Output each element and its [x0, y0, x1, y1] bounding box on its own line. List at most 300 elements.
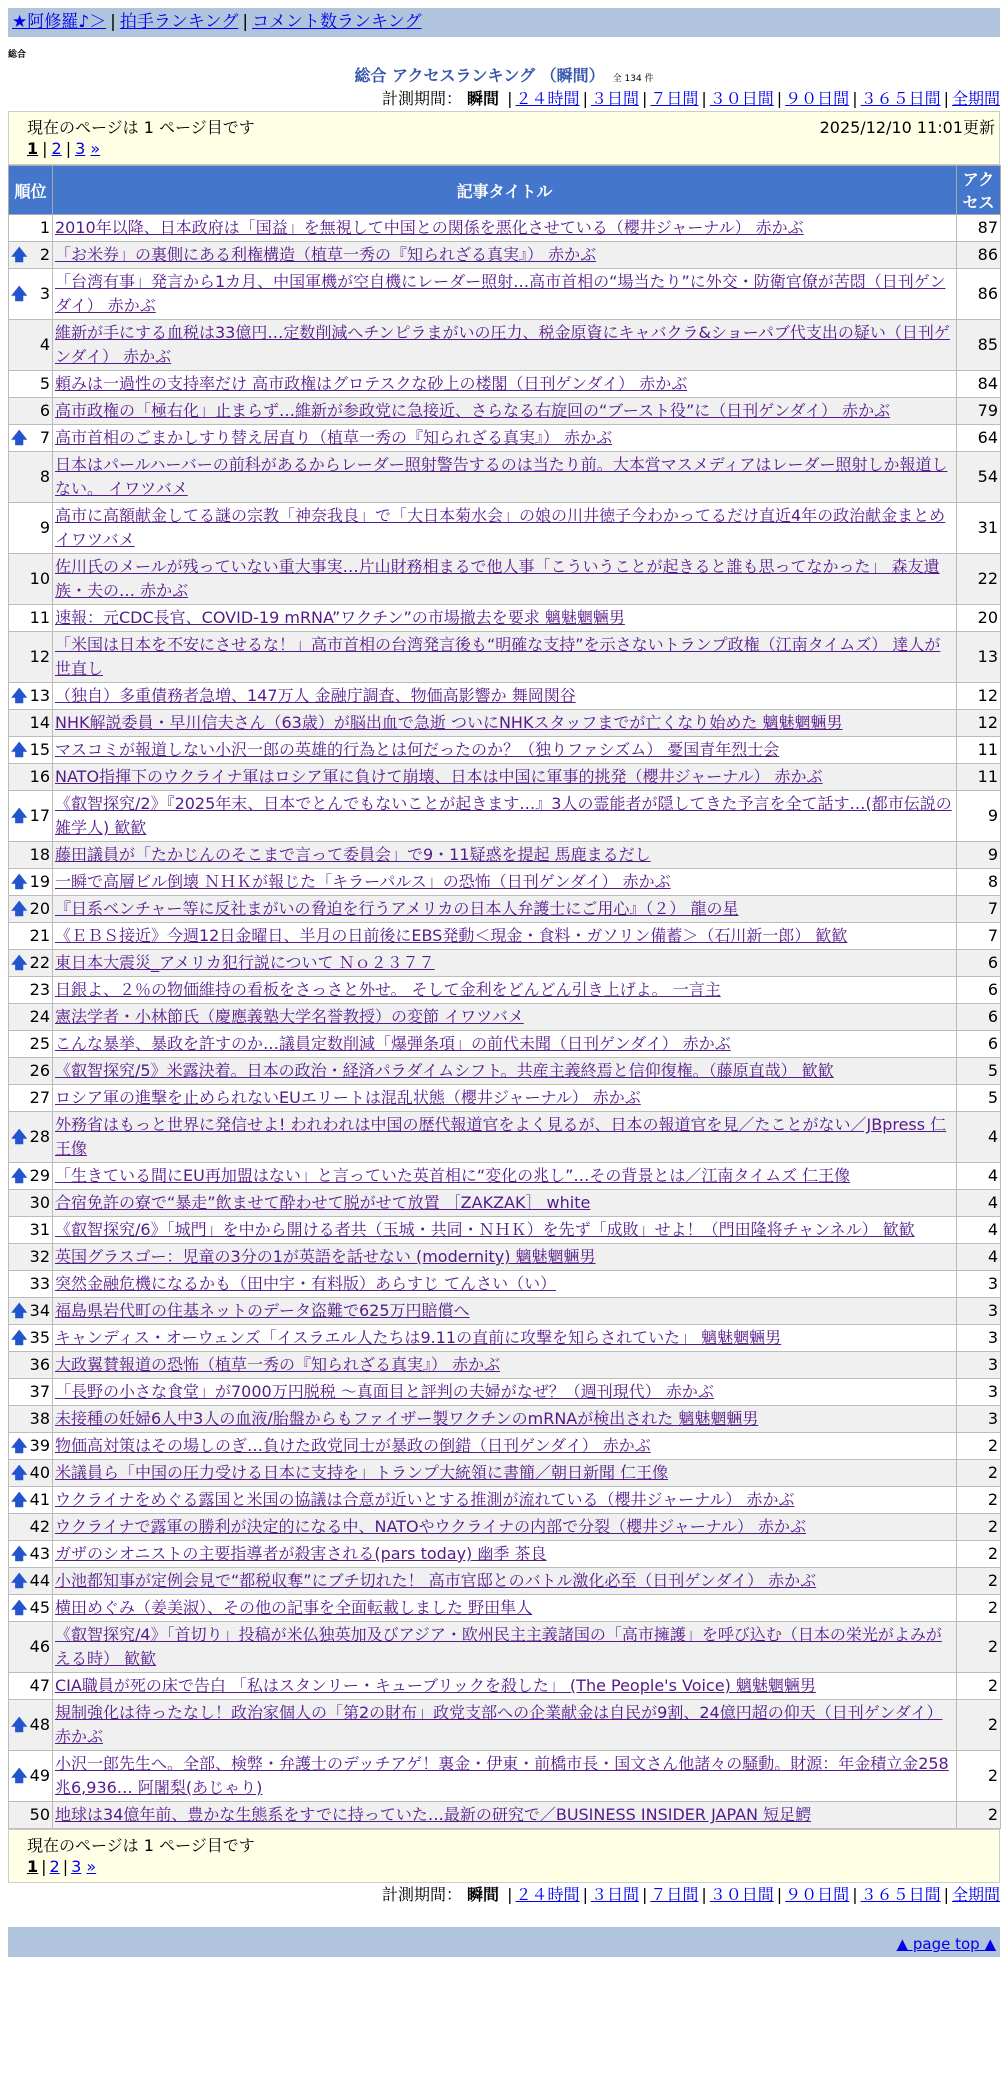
- period-option-link[interactable]: ３０日間: [709, 89, 774, 108]
- article-title-link[interactable]: NATO指揮下のウクライナ軍はロシア軍に負けて崩壊、日本は中国に軍事的挑発（櫻井ジャーナル） 赤かぶ: [55, 767, 823, 786]
- period-option-link[interactable]: ３６５日間: [860, 89, 941, 108]
- access-count: 6: [957, 1004, 1001, 1031]
- rank-cell: [9, 1325, 53, 1352]
- item-count: 全 134 件: [612, 74, 654, 84]
- current-page-text: 現在のページは 1 ページ目です: [27, 118, 255, 137]
- period-separator: |: [701, 1885, 707, 1904]
- table-row: [9, 1298, 1001, 1325]
- rank-up-arrow-icon: 🡅: [11, 1301, 28, 1320]
- article-title-link[interactable]: 《叡智探究/2》『2025年末、日本でとんでもないことが起きます…』3人の霊能者が隠してきた予言を全て話す…(都市伝説の雑学人) 歓歓: [55, 794, 952, 837]
- access-count: 84: [957, 371, 1001, 398]
- page-link[interactable]: 2: [49, 1857, 60, 1876]
- article-title-link[interactable]: 大政翼賛報道の恐怖（植草一秀の『知られざる真実』） 赤かぶ: [55, 1355, 501, 1374]
- article-title-link[interactable]: 「米国は日本を不安にさせるな！」高市首相の台湾発言後も“明確な支持”を示さないトランプ政権（江南タイムズ） 達人が世直し: [55, 635, 941, 678]
- table-row: [9, 632, 1001, 683]
- period-separator: |: [852, 89, 858, 108]
- rank-number: 15: [29, 740, 50, 759]
- article-title-link[interactable]: 《ＥＢＳ接近》今週12日金曜日、半月の日前後にEBS発動＜現金・食料・ガソリン備蓄＞（石川新一郎） 歓歓: [55, 926, 848, 945]
- rank-cell: [9, 1244, 53, 1271]
- period-separator: |: [582, 89, 588, 108]
- period-option-link[interactable]: ３６５日間: [860, 1885, 941, 1904]
- rank-number: 9: [39, 518, 50, 537]
- rank-cell: [9, 1751, 53, 1802]
- rank-cell: [9, 1352, 53, 1379]
- rank-number: 6: [39, 401, 50, 420]
- rank-number: 12: [29, 647, 50, 666]
- article-title-link[interactable]: 高市首相のごまかしすり替え居直り（植草一秀の『知られざる真実』） 赤かぶ: [55, 428, 613, 447]
- page-info-box: [8, 111, 1000, 165]
- rank-cell: [9, 683, 53, 710]
- period-separator: |: [776, 89, 783, 108]
- period-separator: |: [582, 1885, 588, 1904]
- rank-up-arrow-icon: 🡅: [11, 872, 28, 891]
- table-row: [9, 1487, 1001, 1514]
- rank-number: 45: [29, 1598, 50, 1617]
- table-row: [9, 1244, 1001, 1271]
- article-title-link[interactable]: 東日本大震災_アメリカ犯行説について Ｎｏ２３７７: [55, 953, 435, 972]
- rank-cell: [9, 1379, 53, 1406]
- rank-number: 1: [39, 218, 50, 237]
- period-option-link[interactable]: 全期間: [951, 1885, 1000, 1904]
- table-row: [9, 896, 1001, 923]
- title-column-header: 記事タイトル: [53, 166, 957, 215]
- table-row: [9, 1271, 1001, 1298]
- table-row: [9, 791, 1001, 842]
- rank-up-arrow-icon: 🡅: [11, 686, 28, 705]
- title-cell: [53, 503, 957, 554]
- rank-number: 31: [29, 1220, 50, 1239]
- rank-number: 39: [29, 1436, 50, 1455]
- rank-cell: [9, 1004, 53, 1031]
- comment-ranking-link[interactable]: コメント数ランキング: [252, 12, 422, 32]
- rank-cell: [9, 923, 53, 950]
- rank-cell: [9, 1085, 53, 1112]
- title-cell: [53, 269, 957, 320]
- rank-number: 11: [29, 608, 50, 627]
- article-title-link[interactable]: 突然金融危機になるかも（田中宇・有料版）あらすじ てんさい（い）: [55, 1274, 557, 1293]
- table-row: [9, 1514, 1001, 1541]
- rank-cell: [9, 1433, 53, 1460]
- period-selector-bottom: [8, 1883, 1000, 1907]
- rank-cell: [9, 1058, 53, 1085]
- rank-cell: [9, 425, 53, 452]
- table-row: [9, 1700, 1001, 1751]
- title-cell: [53, 1514, 957, 1541]
- article-title-link[interactable]: 佐川氏のメールが残っていない重大事実…片山財務相まるで他人事「こういうことが起きると誰も思ってなかった」 森友遺族・夫の… 赤かぶ: [55, 557, 940, 600]
- article-title-link[interactable]: 福島県岩代町の住基ネットのデータ盗難で625万円賠償へ: [55, 1301, 470, 1320]
- access-count: 2: [957, 1541, 1001, 1568]
- page-separator: |: [62, 1857, 69, 1876]
- access-count: 2: [957, 1514, 1001, 1541]
- rank-number: 21: [29, 926, 50, 945]
- access-count: 2: [957, 1568, 1001, 1595]
- period-option-link[interactable]: ２４時間: [515, 89, 580, 108]
- rank-cell: [9, 1460, 53, 1487]
- period-separator: |: [943, 89, 949, 108]
- period-current: 瞬間: [467, 89, 500, 108]
- title-cell: [53, 1673, 957, 1700]
- access-count: 4: [957, 1190, 1001, 1217]
- clap-ranking-link[interactable]: 拍手ランキング: [119, 12, 239, 32]
- article-title-link[interactable]: 藤田議員が「たかじんのそこまで言って委員会」で9・11疑惑を提起 馬鹿まるだし: [55, 845, 651, 864]
- next-page-link[interactable]: »: [90, 139, 101, 158]
- rank-number: 27: [29, 1088, 50, 1107]
- rank-number: 46: [29, 1637, 50, 1656]
- period-option-link[interactable]: 全期間: [951, 89, 1000, 108]
- period-option-link[interactable]: ３日間: [590, 89, 639, 108]
- access-column-header: アクセス: [957, 166, 1001, 215]
- article-title-link[interactable]: 小池都知事が定例会見で“都税収奪”にブチ切れた！ 高市官邸とのバトル激化必至（日刊ゲンダイ） 赤かぶ: [55, 1571, 817, 1590]
- page-separator: |: [65, 139, 72, 158]
- table-row: [9, 869, 1001, 896]
- table-row: [9, 710, 1001, 737]
- table-row: [9, 1673, 1001, 1700]
- title-cell: [53, 398, 957, 425]
- period-label: 計測期間：: [381, 1885, 462, 1904]
- page-separator: |: [41, 1857, 47, 1876]
- table-row: [9, 1352, 1001, 1379]
- article-title-link[interactable]: 憲法学者・小林節氏（慶應義塾大学名誉教授）の変節 イワツバメ: [55, 1007, 524, 1026]
- access-count: 2: [957, 1673, 1001, 1700]
- title-cell: [53, 842, 957, 869]
- site-home-link[interactable]: ★阿修羅♪＞: [12, 12, 107, 32]
- title-cell: [53, 1325, 957, 1352]
- access-count: 86: [957, 242, 1001, 269]
- period-option-link[interactable]: ３０日間: [709, 1885, 774, 1904]
- access-count: 13: [957, 632, 1001, 683]
- rank-number: 13: [29, 686, 50, 705]
- title-cell: [53, 425, 957, 452]
- pagination: [27, 139, 100, 158]
- title-cell: [53, 683, 957, 710]
- period-option-link[interactable]: ９０日間: [785, 89, 850, 108]
- access-count: 85: [957, 320, 1001, 371]
- article-title-link[interactable]: 日銀よ、２％の物価維持の看板をさっさと外せ。 そして金利をどんどん引き上げよ。 一言主: [55, 980, 721, 999]
- access-count: 3: [957, 1271, 1001, 1298]
- rank-number: 41: [29, 1490, 50, 1509]
- rank-number: 8: [39, 467, 50, 486]
- table-row: [9, 503, 1001, 554]
- rank-cell: [9, 1298, 53, 1325]
- title-cell: [53, 1112, 957, 1163]
- article-title-link[interactable]: NHK解説委員・早川信夫さん（63歳）が脳出血で急逝 ついにNHKスタッフまでが亡くなり始めた 魑魅魍魎男: [55, 713, 843, 732]
- rank-number: 10: [29, 569, 50, 588]
- article-title-link[interactable]: 外務省はもっと世界に発信せよ! われわれは中国の歴代報道官をよく見るが、日本の報道官を見／たことがない／JBpress 仁王像: [55, 1115, 947, 1158]
- article-title-link[interactable]: 「お米券」の裏側にある利権構造（植草一秀の『知られざる真実』） 赤かぶ: [55, 245, 597, 264]
- rank-number: 49: [29, 1766, 50, 1785]
- title-cell: [53, 923, 957, 950]
- rank-cell: [9, 764, 53, 791]
- period-options: [504, 1885, 1000, 1904]
- access-count: 20: [957, 605, 1001, 632]
- article-title-link[interactable]: 《叡智探究/6》「城門」を中から開ける者共（玉城・共同・ＮＨＫ）を先ず「成敗」せよ！（門田隆将チャンネル） 歓歓: [55, 1220, 915, 1239]
- rank-number: 25: [29, 1034, 50, 1053]
- access-count: 31: [957, 503, 1001, 554]
- title-cell: [53, 1085, 957, 1112]
- table-row: [9, 1058, 1001, 1085]
- current-page-text: 現在のページは 1 ページ目です: [27, 1836, 255, 1855]
- title-cell: [53, 896, 957, 923]
- access-count: 7: [957, 923, 1001, 950]
- period-options: [504, 89, 1000, 108]
- rank-number: 38: [29, 1409, 50, 1428]
- title-cell: [53, 1190, 957, 1217]
- title-cell: [53, 215, 957, 242]
- rank-up-arrow-icon: 🡅: [11, 1328, 28, 1347]
- table-row: [9, 1217, 1001, 1244]
- table-row: [9, 1541, 1001, 1568]
- access-count: 3: [957, 1325, 1001, 1352]
- table-row: [9, 1379, 1001, 1406]
- article-title-link[interactable]: 《叡智探究/4》「首切り」投稿が米仏独英加及びアジア・欧州民主主義諸国の「高市擁護」を呼び込む（日本の栄光がよみがえる時） 歓歓: [55, 1625, 942, 1668]
- rank-cell: [9, 1487, 53, 1514]
- rank-number: 16: [29, 767, 50, 786]
- article-title-link[interactable]: ウクライナをめぐる露国と米国の協議は合意が近いとする推測が流れている（櫻井ジャーナル） 赤かぶ: [55, 1490, 795, 1509]
- rank-cell: [9, 215, 53, 242]
- title-cell: [53, 320, 957, 371]
- rank-number: 33: [29, 1274, 50, 1293]
- table-row: [9, 1406, 1001, 1433]
- article-title-link[interactable]: 地球は34億年前、豊かな生態系をすでに持っていた…最新の研究で／BUSINESS INSIDER JAPAN 短足鰐: [55, 1805, 812, 1824]
- page-link[interactable]: 2: [51, 139, 62, 158]
- rank-number: 36: [29, 1355, 50, 1374]
- rank-up-arrow-icon: 🡅: [11, 1166, 28, 1185]
- article-title-link[interactable]: CIA職員が死の床で告白 「私はスタンリー・キューブリックを殺した」 (The People's Voice) 魑魅魍魎男: [55, 1676, 816, 1695]
- table-row: [9, 1433, 1001, 1460]
- table-row: [9, 1622, 1001, 1673]
- title-cell: [53, 1568, 957, 1595]
- article-title-link[interactable]: 小沢一郎先生へ。全部、検弊・弁護士のデッチアゲ！裏金・伊東・前橋市長・国文さん他諸々の騒動。財源：年金積立金258兆6,936… 阿闍梨(あじゃり): [55, 1754, 949, 1797]
- title-cell: [53, 869, 957, 896]
- title-cell: [53, 242, 957, 269]
- rank-up-arrow-icon: 🡅: [11, 1715, 28, 1734]
- ranking-rows: [9, 215, 1001, 1829]
- article-title-link[interactable]: 維新が手にする血税は33億円…定数削減へチンピラまがいの圧力、税金原資にキャバクラ&ショーパブ代支出の疑い（日刊ゲンダイ） 赤かぶ: [55, 323, 950, 366]
- article-title-link[interactable]: 2010年以降、日本政府は「国益」を無視して中国との関係を悪化させている（櫻井ジャーナル） 赤かぶ: [55, 218, 804, 237]
- rank-number: 37: [29, 1382, 50, 1401]
- title-cell: [53, 950, 957, 977]
- access-count: 86: [957, 269, 1001, 320]
- table-row: [9, 269, 1001, 320]
- rank-cell: [9, 1112, 53, 1163]
- access-count: 2: [957, 1751, 1001, 1802]
- ranking-title: 総合 アクセスランキング （瞬間）: [354, 66, 605, 85]
- access-count: 79: [957, 398, 1001, 425]
- top-nav-bar: [8, 8, 1000, 37]
- table-row: [9, 1190, 1001, 1217]
- period-separator: |: [852, 1885, 858, 1904]
- access-count: 2: [957, 1433, 1001, 1460]
- access-count: 5: [957, 1058, 1001, 1085]
- access-count: 8: [957, 869, 1001, 896]
- table-row: [9, 977, 1001, 1004]
- title-cell: [53, 1217, 957, 1244]
- updated-time: 2025/12/10 11:01更新: [819, 118, 995, 137]
- access-count: 11: [957, 764, 1001, 791]
- article-title-link[interactable]: （独自）多重債務者急増、147万人 金融庁調査、物価高影響か 舞岡関谷: [55, 686, 576, 705]
- rank-cell: [9, 842, 53, 869]
- rank-up-arrow-icon: 🡅: [11, 284, 28, 303]
- article-title-link[interactable]: 横田めぐみ（姜美淑）、その他の記事を全面転載しました 野田隼人: [55, 1598, 533, 1617]
- title-cell: [53, 1541, 957, 1568]
- rank-column-header: 順位: [9, 166, 53, 215]
- article-title-link[interactable]: 合宿免許の寮で“暴走”飲ませて酔わせて脱がせて放置 ［ZAKZAK］ white: [55, 1193, 591, 1212]
- article-title-link[interactable]: 高市政権の「極右化」止まらず…維新が参政党に急接近、さらなる右旋回の“ブースト役”に（日刊ゲンダイ） 赤かぶ: [55, 401, 891, 420]
- table-row: [9, 1595, 1001, 1622]
- table-row: [9, 737, 1001, 764]
- rank-cell: [9, 242, 53, 269]
- access-count: 87: [957, 215, 1001, 242]
- table-row: [9, 1802, 1001, 1829]
- article-title-link[interactable]: キャンディス・オーウェンズ「イスラエル人たちは9.11の直前に攻撃を知らされていた」 魑魅魍魎男: [55, 1328, 782, 1347]
- table-row: [9, 1163, 1001, 1190]
- article-title-link[interactable]: 高市に高額献金してる謎の宗教「神奈我良」で「大日本菊水会」の娘の川井徳子今わかってるだけ直近4年の政治献金まとめ イワツバメ: [55, 506, 946, 549]
- rank-number: 23: [29, 980, 50, 999]
- period-option-link[interactable]: ３日間: [590, 1885, 639, 1904]
- pagination: [27, 1857, 96, 1876]
- title-cell: [53, 605, 957, 632]
- article-title-link[interactable]: 未接種の妊婦6人中3人の血液/胎盤からもファイザー製ワクチンのmRNAが検出された 魑魅魍魎男: [55, 1409, 759, 1428]
- access-count: 54: [957, 452, 1001, 503]
- article-title-link[interactable]: マスコミが報道しない小沢一郎の英雄的行為とは何だったのか？（独りファシズム） 憂国青年烈士会: [55, 740, 780, 759]
- rank-number: 32: [29, 1247, 50, 1266]
- title-cell: [53, 452, 957, 503]
- table-row: [9, 842, 1001, 869]
- table-row: [9, 683, 1001, 710]
- rank-cell: [9, 503, 53, 554]
- current-page-number: 1: [27, 139, 39, 158]
- article-title-link[interactable]: ガザのシオニストの主要指導者が殺害される(pars today) 幽季 茶良: [55, 1544, 547, 1563]
- title-cell: [53, 1298, 957, 1325]
- title-cell: [53, 1622, 957, 1673]
- footer-bar: [8, 1927, 1000, 1957]
- nav-separator: |: [242, 12, 249, 32]
- article-title-link[interactable]: 物価高対策はその場しのぎ…負けた政党同士が暴政の倒錯（日刊ゲンダイ） 赤かぶ: [55, 1436, 651, 1455]
- period-separator: |: [641, 1885, 648, 1904]
- rank-up-arrow-icon: 🡅: [11, 245, 28, 264]
- current-page-number: 1: [27, 1857, 39, 1876]
- table-row: [9, 425, 1001, 452]
- rank-number: 28: [29, 1127, 50, 1146]
- article-title-link[interactable]: 《叡智探究/5》米露決着。日本の政治・経済パラダイムシフト。共産主義終焉と信仰復権。（藤原直哉） 歓歓: [55, 1061, 834, 1080]
- access-count: 4: [957, 1163, 1001, 1190]
- page-link[interactable]: 3: [75, 139, 86, 158]
- period-separator: |: [507, 89, 513, 108]
- title-cell: [53, 1700, 957, 1751]
- rank-number: 47: [29, 1676, 50, 1695]
- access-count: 5: [957, 1085, 1001, 1112]
- article-title-link[interactable]: 「生きている間にEU再加盟はない」と言っていた英首相に“変化の兆し”…その背景とは／江南タイムズ 仁王像: [55, 1166, 851, 1185]
- article-title-link[interactable]: 『日系ベンチャー等に反社まがいの脅迫を行うアメリカの日本人弁護士にご用心』（２） 龍の星: [55, 899, 739, 918]
- table-row: [9, 1112, 1001, 1163]
- access-count: 6: [957, 950, 1001, 977]
- access-count: 22: [957, 554, 1001, 605]
- rank-cell: [9, 632, 53, 683]
- period-option-link[interactable]: ９０日間: [785, 1885, 850, 1904]
- article-title-link[interactable]: 「台湾有事」発言から1カ月、中国軍機が空自機にレーダー照射…高市首相の“場当たり”に外交・防衛官僚が苦悶（日刊ゲンダイ） 赤かぶ: [55, 272, 946, 315]
- page-link[interactable]: 3: [71, 1857, 82, 1876]
- rank-up-arrow-icon: 🡅: [11, 1544, 28, 1563]
- table-row: [9, 1031, 1001, 1058]
- next-page-link[interactable]: »: [86, 1857, 97, 1876]
- table-row: [9, 1085, 1001, 1112]
- table-row: [9, 605, 1001, 632]
- article-title-link[interactable]: 米議員ら「中国の圧力受ける日本に支持を」トランプ大統領に書簡／朝日新聞 仁王像: [55, 1463, 669, 1482]
- rank-cell: [9, 791, 53, 842]
- genre-label: 総合: [8, 50, 27, 60]
- title-cell: [53, 1433, 957, 1460]
- article-title-link[interactable]: 規制強化は待ったなし！政治家個人の「第2の財布」政党支部への企業献金は自民が9割、24億円超の仰天（日刊ゲンダイ） 赤かぶ: [55, 1703, 943, 1746]
- table-row: [9, 1004, 1001, 1031]
- article-title-link[interactable]: 「長野の小さな食堂」が7000万円脱税 〜真面目と評判の夫婦がなぜ？（週刊現代） 赤かぶ: [55, 1382, 714, 1401]
- article-title-link[interactable]: ウクライナで露軍の勝利が決定的になる中、NATOやウクライナの内部で分裂（櫻井ジャーナル） 赤かぶ: [55, 1517, 807, 1536]
- rank-number: 30: [29, 1193, 50, 1212]
- rank-number: 50: [29, 1805, 50, 1824]
- rank-number: 48: [29, 1715, 50, 1734]
- rank-up-arrow-icon: 🡅: [11, 1463, 28, 1482]
- access-count: 2: [957, 1460, 1001, 1487]
- table-row: [9, 554, 1001, 605]
- rank-up-arrow-icon: 🡅: [11, 1598, 28, 1617]
- rank-cell: [9, 398, 53, 425]
- article-title-link[interactable]: 頼みは一過性の支持率だけ 高市政権はグロテスクな砂上の楼閣（日刊ゲンダイ） 赤かぶ: [55, 374, 688, 393]
- article-title-link[interactable]: 一瞬で高層ビル倒壊 ＮＨＫが報じた「キラーパルス」の恐怖（日刊ゲンダイ） 赤かぶ: [55, 872, 671, 891]
- rank-cell: [9, 605, 53, 632]
- article-title-link[interactable]: こんな暴挙、暴政を許すのか…議員定数削減「爆弾条項」の前代未聞（日刊ゲンダイ） 赤かぶ: [55, 1034, 731, 1053]
- rank-cell: [9, 452, 53, 503]
- rank-cell: [9, 869, 53, 896]
- title-cell: [53, 710, 957, 737]
- article-title-link[interactable]: 英国グラスゴー：児童の3分の1が英語を話せない (modernity) 魑魅魍魎男: [55, 1247, 596, 1266]
- rank-number: 5: [39, 374, 50, 393]
- access-count: 6: [957, 1031, 1001, 1058]
- rank-up-arrow-icon: 🡅: [11, 1490, 28, 1509]
- rank-cell: [9, 1568, 53, 1595]
- title-cell: [53, 977, 957, 1004]
- access-count: 2: [957, 1487, 1001, 1514]
- period-option-link[interactable]: ２４時間: [515, 1885, 580, 1904]
- ranking-table: [8, 165, 1001, 1829]
- rank-cell: [9, 710, 53, 737]
- page-top-link[interactable]: ▲ page top ▲: [896, 1935, 996, 1953]
- rank-number: 14: [29, 713, 50, 732]
- article-title-link[interactable]: 日本はパールハーバーの前科があるからレーダー照射警告するのは当たり前。大本営マスメディアはレーダー照射しか報道しない。 イワツバメ: [55, 455, 948, 498]
- rank-cell: [9, 1514, 53, 1541]
- rank-number: 17: [29, 806, 50, 825]
- rank-cell: [9, 554, 53, 605]
- period-separator: |: [943, 1885, 949, 1904]
- rank-number: 35: [29, 1328, 50, 1347]
- period-separator: |: [701, 89, 707, 108]
- period-separator: |: [641, 89, 648, 108]
- rank-cell: [9, 1673, 53, 1700]
- rank-number: 22: [29, 953, 50, 972]
- access-count: 12: [957, 710, 1001, 737]
- article-title-link[interactable]: ロシア軍の進撃を止められないEUエリートは混乱状態（櫻井ジャーナル） 赤かぶ: [55, 1088, 641, 1107]
- access-count: 3: [957, 1406, 1001, 1433]
- page-title: [8, 65, 1000, 87]
- title-cell: [53, 1004, 957, 1031]
- period-option-link[interactable]: ７日間: [650, 1885, 699, 1904]
- period-option-link[interactable]: ７日間: [650, 89, 699, 108]
- rank-up-arrow-icon: 🡅: [11, 953, 28, 972]
- rank-cell: [9, 1700, 53, 1751]
- access-count: 6: [957, 977, 1001, 1004]
- rank-number: 26: [29, 1061, 50, 1080]
- rank-up-arrow-icon: 🡅: [11, 740, 28, 759]
- rank-cell: [9, 320, 53, 371]
- article-title-link[interactable]: 速報：元CDC長官、COVID-19 mRNA”ワクチン”の市場撤去を要求 魑魅魍魎男: [55, 608, 625, 627]
